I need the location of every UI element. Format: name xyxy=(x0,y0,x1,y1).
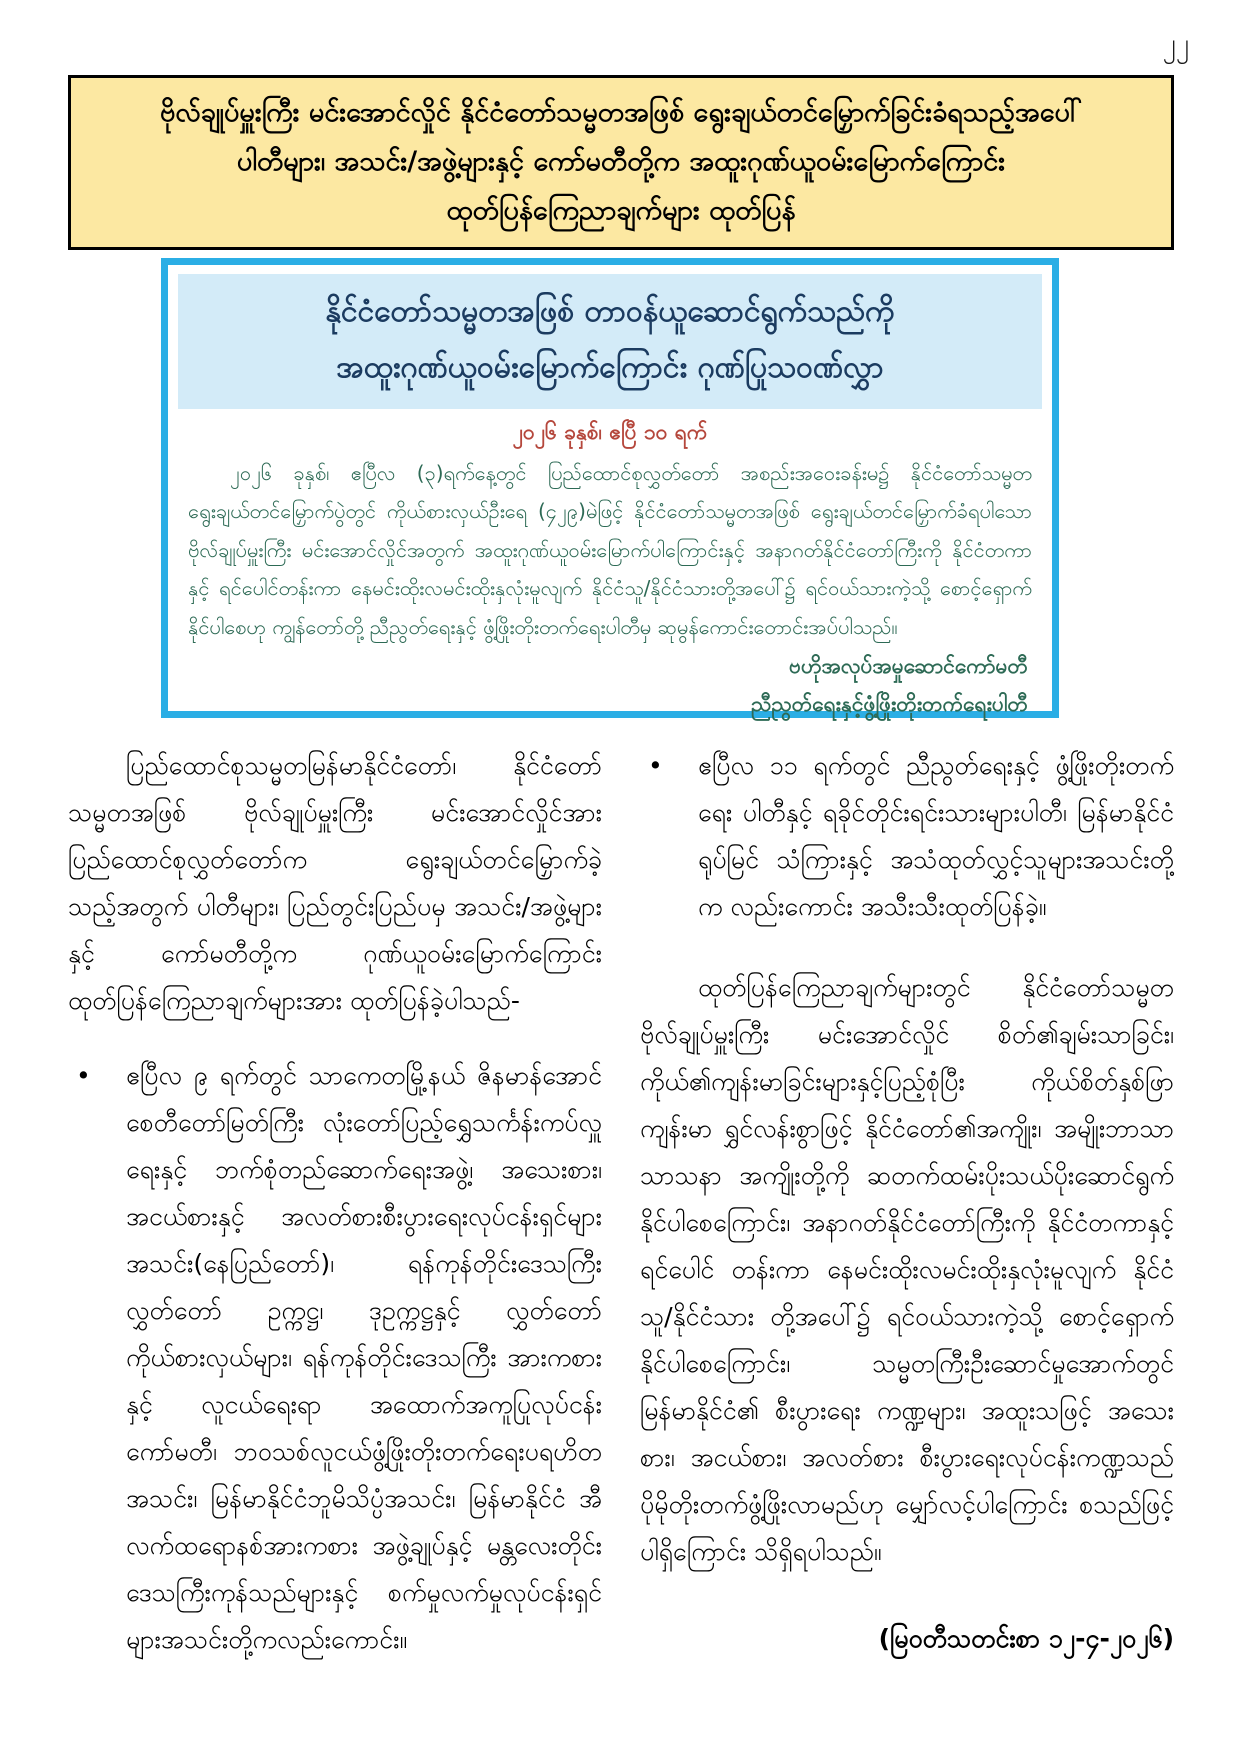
article-column-right xyxy=(640,742,1174,1663)
headline-line-1: ဗိုလ်ချုပ်မှူးကြီး မင်းအောင်လှိုင် နိုင်ငံတော်သမ္မတအဖြစ် ရွေးချယ်တင်မြှောက်ခြင်းခံရသည့်အပေါ် xyxy=(159,97,1083,128)
announcement-box xyxy=(161,258,1059,718)
article-body xyxy=(68,742,1174,1663)
headline-banner xyxy=(68,75,1174,250)
announcement-title-line-1: နိုင်ငံတော်သမ္မတအဖြစ် တာဝန်ယူဆောင်ရွက်သည်ကို xyxy=(325,294,895,329)
signature-line-2: ညီညွတ်ရေးနှင့်ဖွံ့ဖြိုးတိုးတက်ရေးပါတီ xyxy=(751,691,1028,716)
announcement-signature xyxy=(178,648,1042,724)
closing-paragraph: ထုတ်ပြန်ကြေညာချက်များတွင် နိုင်ငံတော်သမ္မတ ဗိုလ်ချုပ်မှူးကြီး မင်းအောင်လှိုင် စိတ်၏ချမ်းသာခြင်း၊ ကိုယ်၏ကျန်းမာခြင်းများနှင့်ပြည့်စုံပြီး ကိုယ်စိတ်နှစ်ဖြာကျန်းမာ ရွှင်လန်းစွာဖြင့် နိုင်ငံတော်၏အကျိုး၊ အမျိုးဘာသာသာသနာ အကျိုးတို့ကို ဆတက်ထမ်းပိုးသယ်ပိုးဆောင်ရွက်နိုင်ပါစေကြောင်း၊ အနာဂတ်နိုင်ငံတော်ကြီးကို နိုင်ငံတကာနှင့်ရင်ပေါင် တန်းကာ နေမင်းထိုးလမင်းထိုးနှလုံးမူလျက် နိုင်ငံသူ/နိုင်ငံသား တို့အပေါ်၌ ရင်ဝယ်သားကဲ့သို့ စောင့်ရှောက်နိုင်ပါစေကြောင်း၊ သမ္မတကြီးဦးဆောင်မှုအောက်တွင် မြန်မာနိုင်ငံ၏ စီးပွားရေး ကဏ္ဍများ၊ အထူးသဖြင့် အသေးစား၊ အငယ်စား၊ အလတ်စား စီးပွားရေးလုပ်ငန်းကဏ္ဍသည် ပိုမိုတိုးတက်ဖွံ့ဖြိုးလာမည်ဟု မျှော်လင့်ပါကြောင်း စသည်ဖြင့် ပါရှိကြောင်း သိရှိရပါသည်။ xyxy=(640,973,1174,1566)
bullet-text-april-9: ဧပြီလ ၉ ရက်တွင် သာကေတမြို့နယ် ဇိနမာန်အောင် စေတီတော်မြတ်ကြီး လုံးတော်ပြည့်ရွှေသင်္ကန်းကပ်လှူရေးနှင့် ဘက်စုံတည်ဆောက်ရေးအဖွဲ့၊ အသေးစား၊ အငယ်စားနှင့် အလတ်စားစီးပွားရေးလုပ်ငန်းရှင်များ အသင်း(နေပြည်တော်)၊ ရန်ကုန်တိုင်းဒေသကြီးလွှတ်တော် ဥက္ကဋ္ဌ၊ ဒုဥက္ကဋ္ဌနှင့် လွှတ်တော်ကိုယ်စားလှယ်များ၊ ရန်ကုန်တိုင်းဒေသကြီး အားကစားနှင့် လူငယ်ရေးရာ အထောက်အကူပြုလုပ်ငန်းကော်မတီ၊ ဘဝသစ်လူငယ်ဖွံ့ဖြိုးတိုးတက်ရေးပရဟိတအသင်း၊ မြန်မာနိုင်ငံဘူမိသိပ္ပံအသင်း၊ မြန်မာနိုင်ငံ အီလက်ထရောနစ်အားကစား အဖွဲ့ချုပ်နှင့် မန္တလေးတိုင်းဒေသကြီးကုန်သည်များနှင့် စက်မှုလက်မှုလုပ်ငန်းရှင်များအသင်းတို့ကလည်းကောင်း။ xyxy=(126,1061,602,1654)
bullet-item-april-9 xyxy=(68,1052,602,1663)
intro-paragraph: ပြည်ထောင်စုသမ္မတမြန်မာနိုင်ငံတော်၊ နိုင်ငံတော်သမ္မတအဖြစ် ဗိုလ်ချုပ်မှူးကြီး မင်းအောင်လှိုင်အား ပြည်ထောင်စုလွှတ်တော်က ရွေးချယ်တင်မြှောက်ခဲ့သည့်အတွက် ပါတီများ၊ ပြည်တွင်းပြည်ပမှ အသင်း/အဖွဲ့များနှင့် ကော်မတီတို့က ဂုဏ်ယူဝမ်းမြောက်ကြောင်း ထုတ်ပြန်ကြေညာချက်များအား ထုတ်ပြန်ခဲ့ပါသည်- xyxy=(68,751,602,1015)
bullet-item-april-11 xyxy=(640,742,1174,930)
announcement-body-text: ၂၀၂၆ ခုနှစ်၊ ဧပြီလ (၃)ရက်နေ့တွင် ပြည်ထောင်စုလွှတ်တော် အစည်းအဝေးခန်းမ၌ နိုင်ငံတော်သမ္မတ ရွေးချယ်တင်မြှောက်ပွဲတွင် ကိုယ်စားလှယ်ဦးရေ (၄၂၉)မဲဖြင့် နိုင်ငံတော်သမ္မတအဖြစ် ရွေးချယ်တင်မြှောက်ခံရပါသော ဗိုလ်ချုပ်မှူးကြီး မင်းအောင်လှိုင်အတွက် အထူးဂုဏ်ယူဝမ်းမြောက်ပါကြောင်းနှင့် အနာဂတ်နိုင်ငံတော်ကြီးကို နိုင်ငံတကာနှင့် ရင်ပေါင်တန်းကာ နေမင်းထိုးလမင်းထိုးနှလုံးမူလျက် နိုင်ငံသူ/နိုင်ငံသားတို့အပေါ်၌ ရင်ဝယ်သားကဲ့သို့ စောင့်ရှောက်နိုင်ပါစေဟု ကျွန်တော်တို့ ညီညွတ်ရေးနှင့် ဖွံ့ဖြိုးတိုးတက်ရေးပါတီမှ ဆုမွန်ကောင်းတောင်းအပ်ပါသည်။ xyxy=(188,461,1032,639)
bullet-text-april-11: ဧပြီလ ၁၁ ရက်တွင် ညီညွတ်ရေးနှင့် ဖွံ့ဖြိုးတိုးတက်ရေး ပါတီနှင့် ရခိုင်တိုင်းရင်းသားများပါတီ၊ မြန်မာနိုင်ငံရုပ်မြင် သံကြားနှင့် အသံထုတ်လွှင့်သူများအသင်းတို့က လည်းကောင်း အသီးသီးထုတ်ပြန်ခဲ့။ xyxy=(698,751,1174,921)
bullet-icon: • xyxy=(648,751,663,780)
announcement-title-line-2: အထူးဂုဏ်ယူဝမ်းမြောက်ကြောင်း ဂုဏ်ပြုသဝဏ်လွှာ xyxy=(336,349,884,385)
headline-line-3: ထုတ်ပြန်ကြေညာချက်များ ထုတ်ပြန် xyxy=(446,195,796,227)
announcement-title xyxy=(178,274,1042,409)
signature-line-1: ဗဟိုအလုပ်အမှုဆောင်ကော်မတီ xyxy=(789,653,1028,678)
bullet-icon: • xyxy=(76,1061,91,1090)
page-number: ၂၂ xyxy=(1162,28,1189,59)
announcement-dateline: ၂၀၂၆ ခုနှစ်၊ ဧပြီ ၁၀ ရက် xyxy=(512,420,708,444)
article-column-left xyxy=(68,742,602,1663)
source-citation: (မြဝတီသတင်းစာ ၁၂-၄-၂၀၂၆) xyxy=(878,1624,1174,1653)
headline-line-2: ပါတီများ၊ အသင်း/အဖွဲ့များနှင့် ကော်မတီတို့က အထူးဂုဏ်ယူဝမ်းမြောက်ကြောင်း xyxy=(236,146,1006,178)
